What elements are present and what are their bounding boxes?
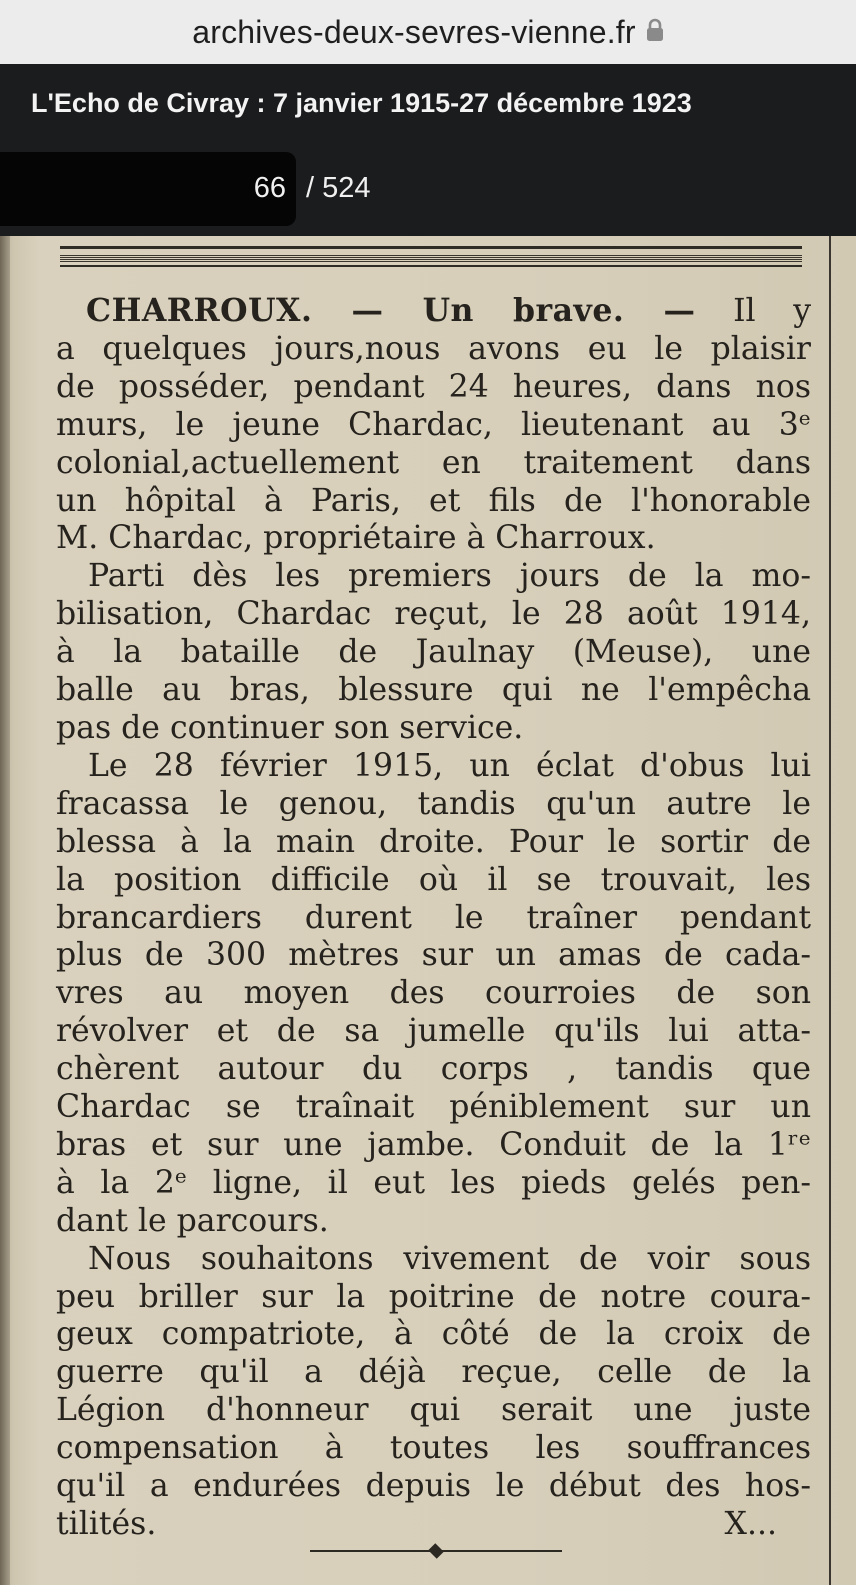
article-line: bilisation, Chardac reçut, le 28 août 1914, (56, 596, 811, 633)
header-rule-hatched (60, 254, 802, 262)
article-line: chèrent autour du corps , tandis que (56, 1051, 811, 1088)
article-line: Légion d'honneur qui serait une juste (56, 1392, 811, 1429)
article-line: Parti dès les premiers jours de la mo- (88, 558, 811, 595)
article-first-line (56, 292, 811, 331)
article-line: Le 28 février 1915, un éclat d'obus lui (88, 747, 811, 784)
article-line: révolver et de sa jumelle qu'ils lui atta- (56, 1013, 811, 1050)
page-number-box[interactable] (0, 152, 296, 226)
article-line: Chardac se traînait péniblement sur un (56, 1089, 811, 1126)
column-rule (829, 236, 831, 1585)
page-total: / 524 (306, 172, 371, 204)
article-line: vres au moyen des courroies de son (56, 975, 811, 1012)
article-line: peu briller sur la poitrine de notre coura- (56, 1278, 811, 1315)
article-line: geux compatriote, à côté de la croix de (56, 1316, 811, 1353)
newspaper-scan[interactable] (0, 236, 856, 1585)
article-line: Nous souhaitons vivement de voir sous (88, 1240, 811, 1277)
article-signature: X... (724, 1506, 777, 1542)
lock-icon (646, 18, 664, 47)
article-headline: CHARROUX. — Un brave. — (86, 292, 696, 329)
article-line: brancardiers durent le traîner pendant (56, 899, 811, 936)
article-line: la position difficile où il se trouvait, les (56, 861, 811, 898)
article-line: compensation à toutes les souffrances (56, 1430, 811, 1467)
url-text[interactable]: archives-deux-sevres-vienne.fr (192, 13, 636, 50)
page-number-input[interactable] (166, 172, 286, 205)
browser-address-bar[interactable] (0, 0, 856, 65)
page-spine-shadow (0, 236, 10, 1585)
article-line: de posséder, pendant 24 heures, dans nos (56, 368, 811, 405)
article-line: M. Chardac, propriétaire à Charroux. (56, 520, 656, 557)
article-line: à la bataille de Jaulnay (Meuse), une (56, 634, 811, 671)
document-title: L'Echo de Civray : 7 janvier 1915-27 décembre 1923 (31, 88, 692, 118)
article-line: a quelques jours,nous avons eu le plaisir (56, 330, 811, 367)
article-line: tilités. (56, 1506, 157, 1542)
article-end-ornament (428, 1543, 444, 1559)
article-line: bras et sur une jambe. Conduit de la 1ʳᵉ (56, 1126, 811, 1163)
article-line: qu'il a endurées depuis le début des hos- (56, 1468, 811, 1505)
article-line: fracassa le genou, tandis qu'un autre le (56, 785, 811, 822)
article-line: dant le parcours. (56, 1202, 329, 1239)
viewer-title-bar (0, 64, 856, 150)
article-line: blessa à la main droite. Pour le sortir de (56, 823, 811, 860)
article-closing-line (56, 1506, 811, 1544)
article-line: balle au bras, blessure qui ne l'empêcha (56, 672, 811, 709)
article-line: un hôpital à Paris, et fils de l'honorable (56, 482, 811, 519)
article-line: à la 2ᵉ ligne, il eut les pieds gelés pen- (56, 1164, 811, 1201)
article-line: colonial,actuellement en traitement dans (56, 444, 811, 481)
header-rule (60, 246, 802, 249)
page-navigator (0, 150, 856, 236)
article-line: murs, le jeune Chardac, lieutenant au 3ᵉ (56, 406, 811, 443)
article-line: Il y (695, 293, 812, 329)
article-line: guerre qu'il a déjà reçue, celle de la (56, 1354, 811, 1391)
article-line: plus de 300 mètres sur un amas de cada- (56, 937, 811, 974)
article-text (56, 292, 811, 1544)
article-line: pas de continuer son service. (56, 709, 524, 746)
header-rule (60, 265, 802, 267)
